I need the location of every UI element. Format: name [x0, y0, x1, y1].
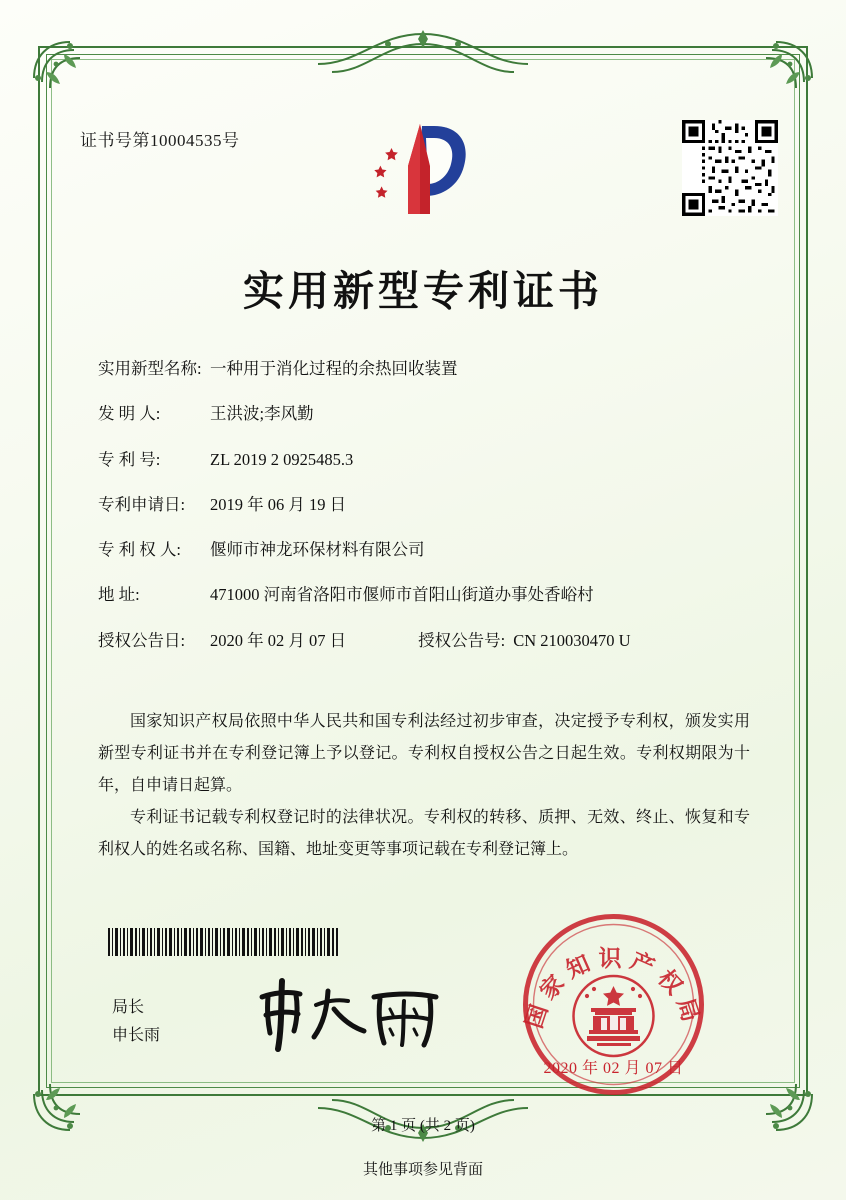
field-value: 偃师市神龙环保材料有限公司: [210, 540, 425, 560]
back-page-note: 其他事项参见背面: [362, 1162, 483, 1178]
grant-number-value: CN 210030470 U: [513, 630, 631, 650]
page-title: 实用新型专利证书: [243, 267, 603, 315]
field-label: 专利申请日:: [98, 494, 186, 514]
field-patent-number: [98, 449, 748, 471]
legal-text: [98, 706, 750, 866]
svg-text:国家知识产权局: 国家知识产权局: [521, 945, 706, 1032]
grant-date-label: 授权公告日:: [98, 630, 186, 650]
director-name-label: 申长雨: [112, 1027, 161, 1044]
field-address: [98, 584, 748, 606]
field-utility-model-name: [98, 358, 748, 380]
field-label: 发 明 人:: [98, 404, 161, 424]
field-value: ZL 2019 2 0925485.3: [210, 449, 354, 469]
field-grant-announcement: [98, 630, 748, 652]
handwritten-signature-icon: [248, 975, 448, 1055]
legal-paragraph-2: 专利证书记载专利权登记时的法律状况。专利权的转移、质押、无效、终止、恢复和专利权人的姓名或名称、国籍、地址变更等事项记载在专利登记簿上。: [98, 809, 750, 858]
field-label: 专 利 号:: [98, 449, 161, 469]
grant-date-value: 2020 年 02 月 07 日: [210, 630, 347, 650]
top-ornament-icon: [318, 28, 528, 82]
field-label: 专 利 权 人:: [98, 540, 181, 560]
seal-date: 2020 年 02 月 07 日: [543, 1060, 684, 1077]
field-value: 2019 年 06 月 19 日: [210, 494, 347, 514]
field-label: 实用新型名称:: [98, 359, 202, 378]
qr-code: [682, 120, 778, 216]
certificate-number: 证书号第10004535号: [80, 131, 240, 150]
cnipa-logo-icon: [360, 118, 480, 226]
field-list: [98, 358, 748, 675]
field-label: 地 址:: [98, 585, 140, 605]
director-title-label: 局长: [112, 999, 145, 1016]
barcode: [108, 928, 340, 956]
field-value: 一种用于消化过程的余热回收装置: [210, 359, 458, 378]
field-value: 471000 河南省洛阳市偃师市首阳山街道办事处香峪村: [210, 585, 594, 605]
legal-paragraph-1: 国家知识产权局依照中华人民共和国专利法经过初步审查，决定授予专利权，颁发实用新型专利证书并在专利登记簿上予以登记。专利权自授权公告之日起生效。专利权期限为十年，自申请日起算。: [98, 713, 750, 794]
field-patentee: [98, 539, 748, 561]
page-number: 第 1 页 (共 2 页): [371, 1118, 475, 1134]
field-value: 王洪波;李风勤: [210, 404, 314, 424]
field-application-date: [98, 494, 748, 516]
signature-block: [112, 994, 160, 1050]
grant-number-label: 授权公告号:: [418, 630, 506, 650]
field-inventor: [98, 403, 748, 425]
